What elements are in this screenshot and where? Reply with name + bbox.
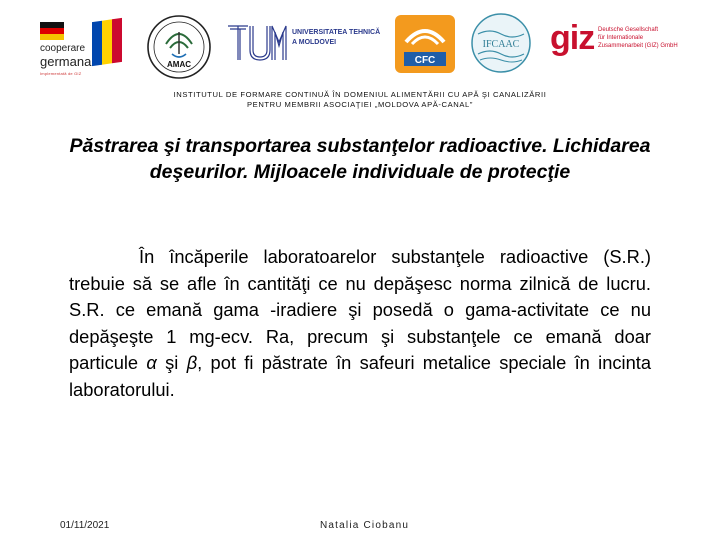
cooperare-subtitle: Implementată de GIZ [40, 71, 82, 76]
institute-header-line1: INSTITUTUL DE FORMARE CONTINUĂ ÎN DOMENIUL ALIMENTĂRII CU APĂ ŞI CANALIZĂRII [173, 90, 547, 99]
giz-fullname-line2: für Internationale [598, 35, 644, 41]
footer-date: 01/11/2021 [60, 520, 110, 531]
amac-logo [146, 14, 212, 80]
giz-wordmark: giz [550, 19, 595, 57]
institute-header-line2: PENTRU MEMBRII ASOCIAŢIEI „MOLDOVA APĂ-CANAL” [246, 100, 474, 109]
cfc-logo [394, 14, 456, 74]
ifcaac-logo [470, 12, 532, 74]
beta-symbol: β [186, 352, 198, 373]
germany-flag-icon [40, 22, 64, 40]
giz-fullname-line1: Deutsche Gesellschaft [598, 27, 659, 33]
body-text-part3: , pot fi păstrate în safeuri metalice speciale în incinta laboratorului. [69, 352, 651, 400]
giz-logo [550, 19, 690, 62]
moldova-flag-icon [92, 18, 122, 66]
utm-name [292, 28, 380, 48]
giz-fullname-line3: Zusammenarbeit (GIZ) GmbH [598, 43, 678, 49]
cfc-label: CFC [414, 55, 436, 66]
body-text-part1: În încăperile laboratoarelor substanţele radioactive (S.R.) trebuie să se afle în cantităţi ce nu depăşesc norma zilnică de lucru. S.R. ce emană gama -iradiere şi posedă o gama-activitate ce nu depăşeşte 1 mg-ecv. Ra, precum şi substanţele ce emană doar particule [69, 246, 651, 373]
body-text-part2: şi [156, 352, 187, 373]
slide-body [69, 244, 651, 403]
logo-strip [0, 0, 720, 86]
alpha-symbol: α [146, 352, 157, 373]
institute-header [120, 90, 600, 110]
ifcaac-label: IFCAAC [482, 39, 520, 50]
slide-title: Păstrarea şi transportarea substanţelor radioactive. Lichidarea deşeurilor. Mijloacele individuale de protecţie [69, 135, 651, 183]
utm-name-line1: UNIVERSITATEA TEHNICĂ [292, 29, 381, 36]
cooperare-word: cooperare [40, 43, 86, 54]
giz-fullname [598, 26, 678, 50]
footer-author: Natalia Ciobanu [320, 520, 410, 531]
amac-label: AMAC [167, 60, 191, 69]
cooperare-germana-logo [34, 18, 126, 80]
germana-word: germana [40, 54, 92, 69]
utm-name-line2: A MOLDOVEI [292, 39, 337, 46]
utm-logo [226, 20, 381, 64]
